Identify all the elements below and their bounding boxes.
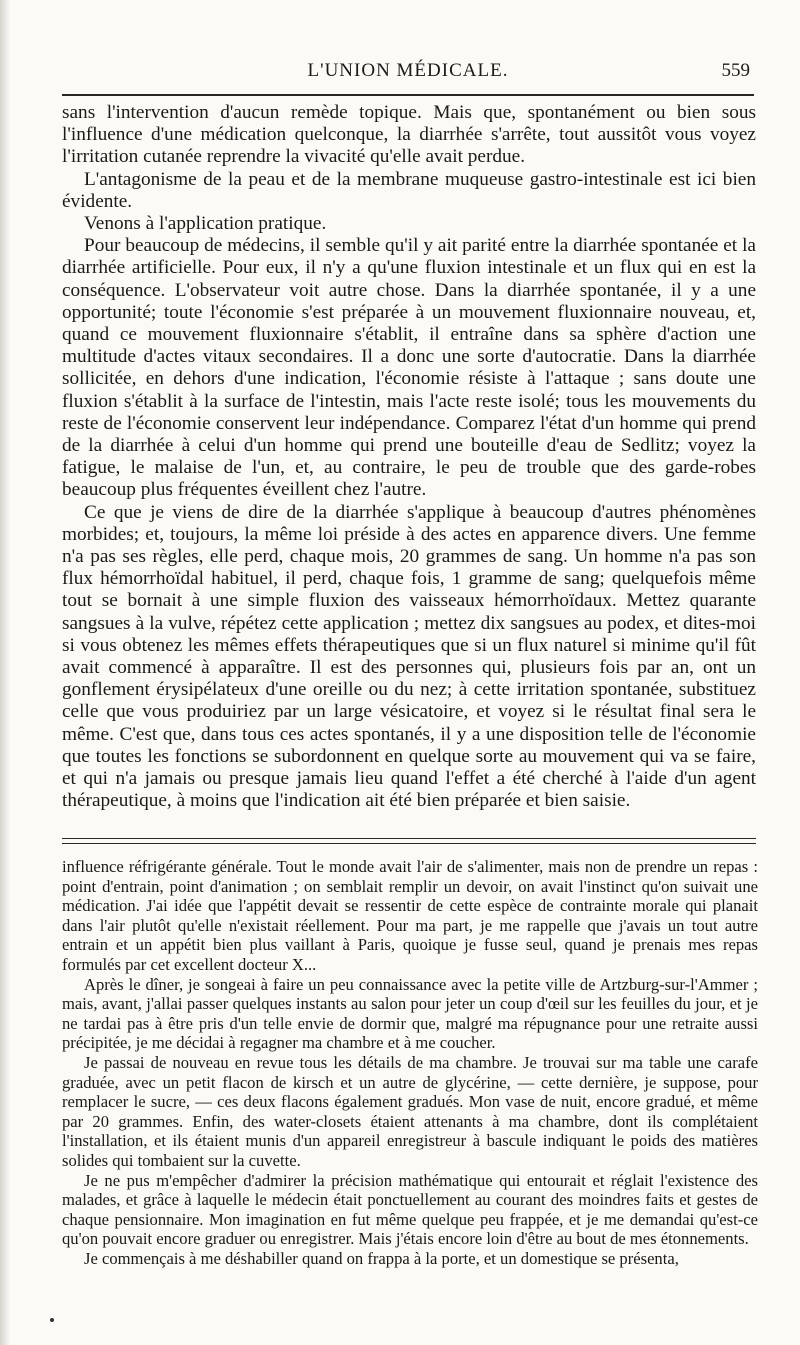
page-shadow-edge: [0, 0, 10, 1345]
paragraph: sans l'intervention d'aucun remède topique. Mais que, spontanément ou bien sous l'influence d'une médication quelconque, la diarrhée s'arrête, tout aussitôt vous voyez l'irritation cutanée reprendre la vivacité qu'elle avait perdue.: [62, 102, 756, 168]
feuilleton-paragraph: Après le dîner, je songeai à faire un peu connaissance avec la petite ville de Artzburg-sur-l'Ammer ; mais, avant, j'allai passer quelques instants au salon pour jeter un coup d'œil sur les feuilles du jour, et je ne tardai pas à être pris d'un telle envie de dormir que, malgré ma répugnance pour une retraite aussi précipitée, je me décidai à regagner ma chambre et à me coucher.: [62, 974, 758, 1053]
feuilleton-paragraph: Je commençais à me déshabiller quand on frappa à la porte, et un domestique se présenta,: [84, 1248, 679, 1268]
feuilleton-paragraph: influence réfrigérante générale. Tout le monde avait l'air de s'alimenter, mais non de prendre un repas : point d'entrain, point d'animation ; on semblait remplir un devoir, on avait l'instinct qu'on suivait une médication. J'ai idée que l'appétit devait se ressentir de cette espèce de contrainte morale qui planait dans l'air plutôt qu'elle n'existait réellement. Pour ma part, je me rappelle que j'avais un tout autre entrain et un appétit bien plus vaillant à Paris, quoique je fusse seul, quand je prenais mes repas formulés par cet excellent docteur X...: [62, 857, 758, 974]
paragraph: Venons à l'application pratique.: [84, 213, 327, 235]
feuilleton-section: [62, 857, 758, 1268]
main-article: [62, 102, 756, 813]
header-rule: [62, 94, 754, 96]
paragraph: L'antagonisme de la peau et de la membrane muqueuse gastro-intestinale est ici bien évidente.: [62, 168, 756, 212]
feuilleton-separator: [62, 838, 756, 839]
page-header: [62, 56, 754, 86]
print-speck: [50, 1318, 54, 1322]
running-title: L'UNION MÉDICALE.: [307, 60, 509, 81]
paragraph: Pour beaucoup de médecins, il semble qu'il y ait parité entre la diarrhée spontanée et la diarrhée artificielle. Pour eux, il n'y a qu'une fluxion intestinale et un flux qui en est la conséquence. L'observateur voit autre chose. Dans la diarrhée spontanée, il y a une opportunité; toute l'économie s'est préparée à un mouvement fluxionnaire nouveau, et, quand ce mouvement fluxionnaire s'établit, il entraîne dans sa sphère d'action une multitude d'actes vitaux secondaires. Il a donc une sorte d'autocratie. Dans la diarrhée sollicitée, en dehors d'une indication, l'économie résiste à l'attaque ; sans doute une fluxion s'établit à la surface de l'intestin, mais l'acte reste isolé; tous les mouvements du reste de l'économie conservent leur indépendance. Comparez l'état d'un homme qui prend de la diarrhée à celui d'un homme qui prend une bouteille d'eau de Sedlitz; voyez la fatigue, le malaise de l'un, et, au contraire, le peu de trouble que des garde-robes beaucoup plus fréquentes éveillent chez l'autre.: [62, 235, 756, 501]
feuilleton-paragraph: Je ne pus m'empêcher d'admirer la précision mathématique qui entourait et réglait l'existence des malades, et grâce à laquelle le médecin était ponctuellement au courant des moindres faits et gestes de chaque pensionnaire. Mon imagination en fut même quelque peu frappée, et je me demandai qu'est-ce qu'on pouvait encore graduer ou enregistrer. Mais j'étais encore loin d'être au bout de mes étonnements.: [62, 1170, 758, 1249]
feuilleton-separator-thin: [62, 843, 756, 844]
feuilleton-paragraph: Je passai de nouveau en revue tous les détails de ma chambre. Je trouvai sur ma table une carafe graduée, avec un petit flacon de kirsch et un autre de glycérine, — cette dernière, je suppose, pour remplacer le sucre, — ces deux flacons également gradués. Mon vase de nuit, encore gradué, et même par 20 grammes. Enfin, des water-closets étaient attenants à ma chambre, dont ils complétaient l'installation, et ils étaient munis d'un appareil enregistreur à bascule indiquant le poids des matières solides qui tombaient sur la cuvette.: [62, 1052, 758, 1170]
page-number: 559: [721, 60, 750, 81]
paragraph: Ce que je viens de dire de la diarrhée s'applique à beaucoup d'autres phénomènes morbides; et, toujours, la même loi préside à des actes en apparence divers. Une femme n'a pas ses règles, elle perd, chaque mois, 20 grammes de sang. Un homme n'a pas son flux hémorrhoïdal habituel, il perd, chaque fois, 1 gramme de sang; quelquefois même tout se bornait à une simple fluxion des vaisseaux hémorrhoïdaux. Mettez quarante sangsues à la vulve, répétez cette application ; mettez dix sangsues au podex, et dites-moi si vous obtenez les mêmes effets thérapeutiques que si un flux naturel si minime qu'il fût avait commencé à apparaître. Il est des personnes qui, plusieurs fois par an, ont un gonflement érysipélateux d'une oreille ou du nez; à cette irritation spontanée, substituez celle que vous produiriez par un large vésicatoire, et voyez si le résultat final sera le même. C'est que, dans tous ces actes spontanés, il y a une disposition telle de l'économie que toutes les fonctions se subordonnent en quelque sorte au mouvement qui va se faire, et qui n'a jamais ou presque jamais lieu quand l'effet a été cherché à l'aide d'un agent thérapeutique, à moins que l'indication ait été bien préparée et bien saisie.: [62, 501, 756, 812]
